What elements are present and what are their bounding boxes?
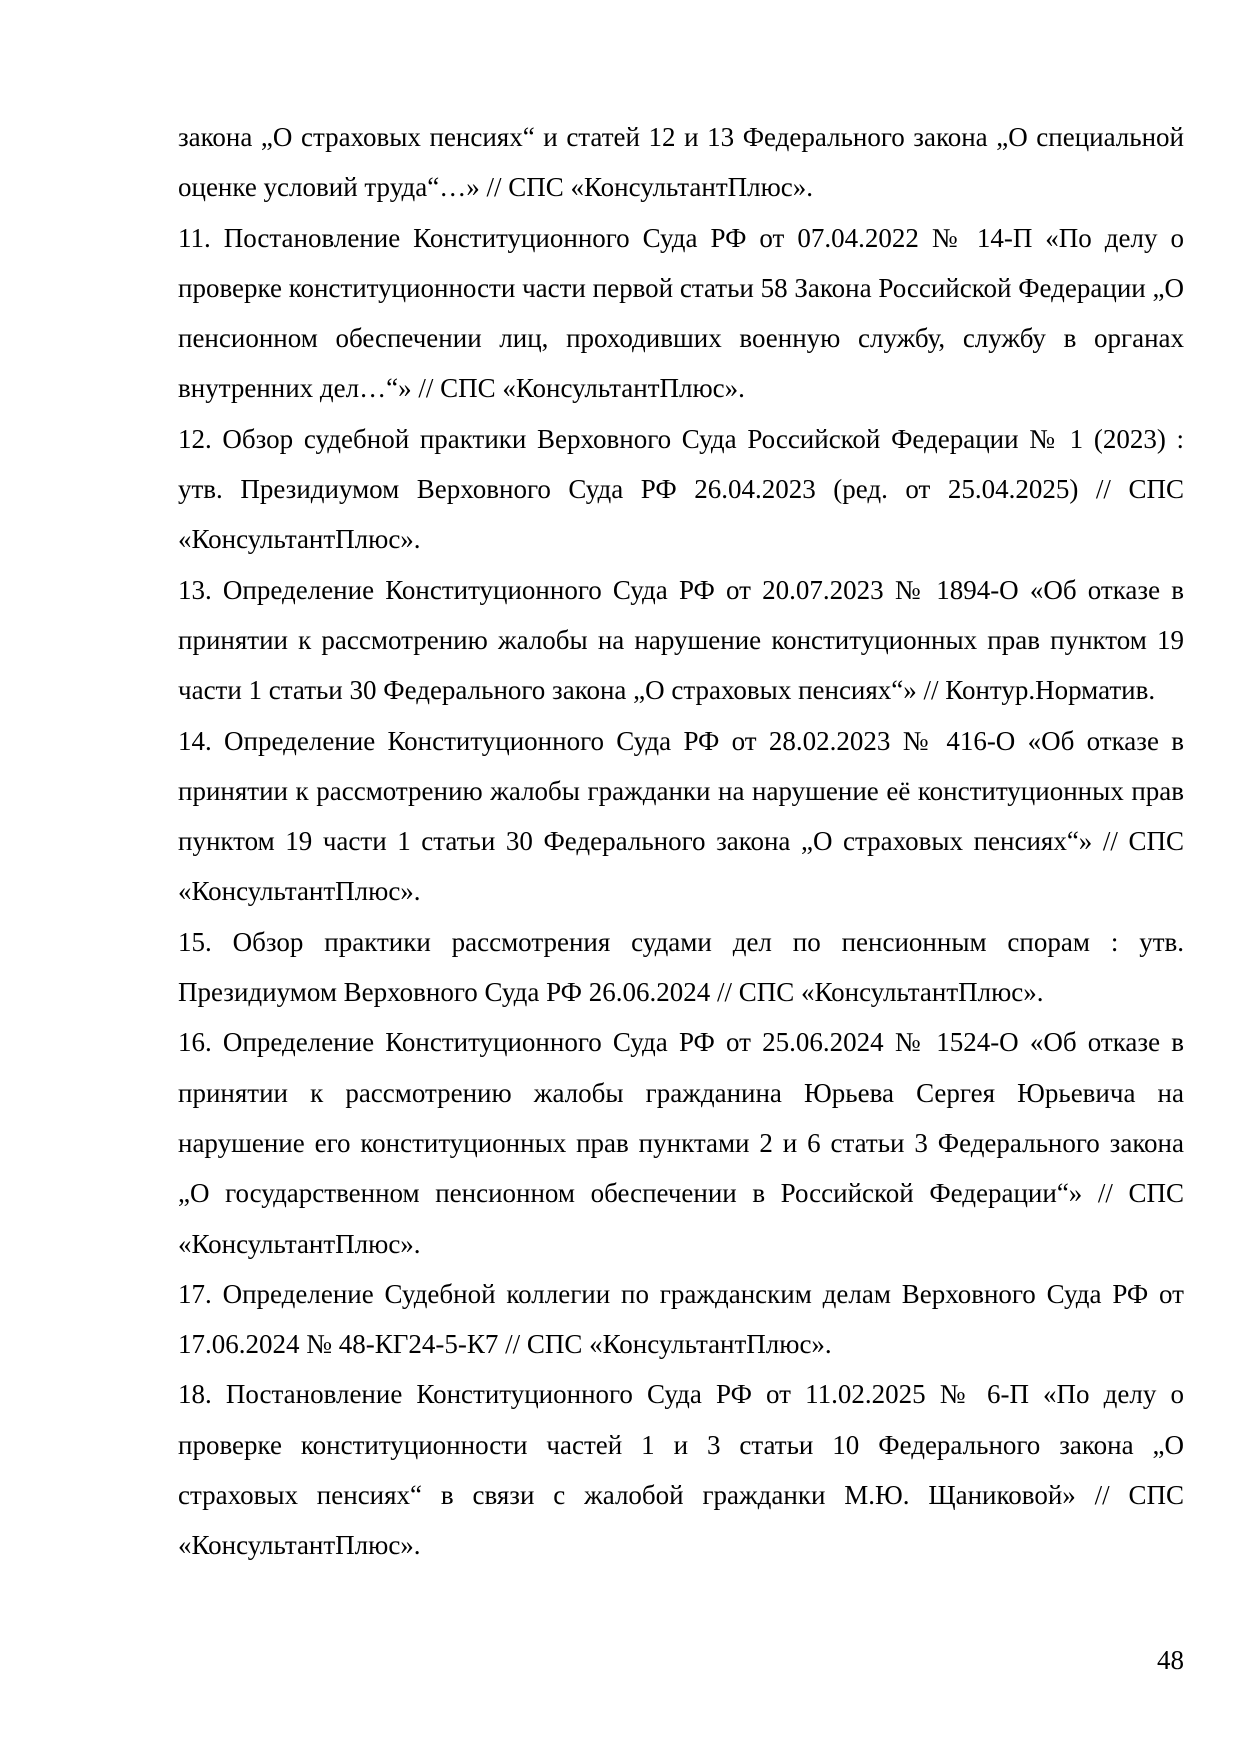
reference-item-18: 18. Постановление Конституционного Суда РФ от 11.02.2025 № 6-П «По делу о проверке конституционности частей 1 и 3 статьи 10 Федерального закона „О страховых пенсиях“ в связи с жалобой гражданки М.Ю. Щаниковой» // СПС «КонсультантПлюс». <box>178 1379 1184 1561</box>
reference-item-16: 16. Определение Конституционного Суда РФ от 25.06.2024 № 1524-О «Об отказе в принятии к рассмотрению жалобы гражданина Юрьева Сергея Юрьевича на нарушение его конституционных прав пунктами 2 и 6 статьи 3 Федерального закона „О государственном пенсионном обеспечении в Российской Федерации“» // СПС «КонсультантПлюс». <box>178 1027 1184 1259</box>
reference-item-13: 13. Определение Конституционного Суда РФ от 20.07.2023 № 1894-О «Об отказе в принятии к рассмотрению жалобы на нарушение конституционных прав пунктом 19 части 1 статьи 30 Федерального закона „О страховых пенсиях“» // Контур.Норматив. <box>178 574 1184 706</box>
page-number: 48 <box>1157 1645 1184 1675</box>
reference-item-14: 14. Определение Конституционного Суда РФ от 28.02.2023 № 416-О «Об отказе в принятии к рассмотрению жалобы гражданки на нарушение её конституционных прав пунктом 19 части 1 статьи 30 Федерального закона „О страховых пенсиях“» // СПС «КонсультантПлюс». <box>178 725 1184 907</box>
reference-item-17: 17. Определение Судебной коллегии по гражданским делам Верховного Суда РФ от 17.06.2024 № 48-КГ24-5-К7 // СПС «КонсультантПлюс». <box>178 1278 1184 1360</box>
reference-list <box>178 112 1184 1571</box>
reference-item-15: 15. Обзор практики рассмотрения судами дел по пенсионным спорам : утв. Президиумом Верховного Суда РФ 26.06.2024 // СПС «КонсультантПлюс». <box>178 926 1184 1008</box>
reference-item-11: 11. Постановление Конституционного Суда РФ от 07.04.2022 № 14-П «По делу о проверке конституционности части первой статьи 58 Закона Российской Федерации „О пенсионном обеспечении лиц, проходивших военную службу, службу в органах внутренних дел…“» // СПС «КонсультантПлюс». <box>178 222 1184 404</box>
reference-item-10-continuation: закона „О страховых пенсиях“ и статей 12 и 13 Федерального закона „О специальной оценке условий труда“…» // СПС «КонсультантПлюс». <box>178 122 1184 203</box>
reference-item-12: 12. Обзор судебной практики Верховного Суда Российской Федерации № 1 (2023) : утв. Президиумом Верховного Суда РФ 26.04.2023 (ред. от 25.04.2025) // СПС «КонсультантПлюс». <box>178 423 1184 555</box>
